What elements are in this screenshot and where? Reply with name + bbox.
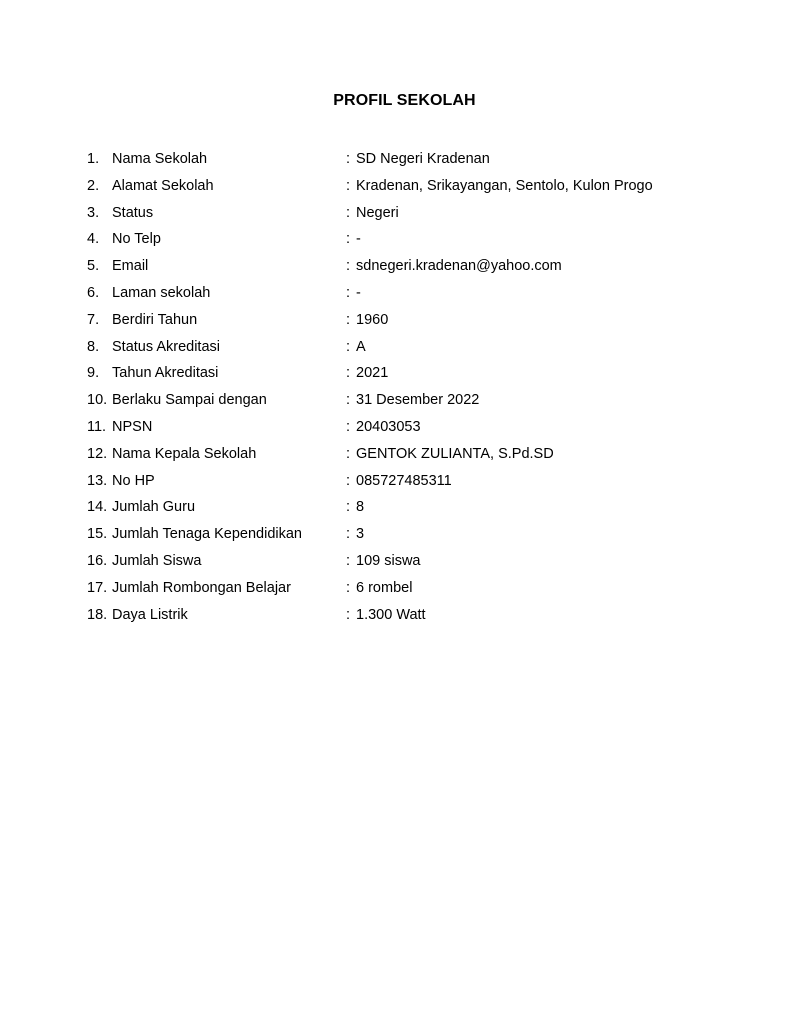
item-number: 14.: [87, 499, 108, 516]
list-item: [0, 176, 791, 203]
item-separator: :: [346, 499, 351, 516]
item-number: 7.: [87, 311, 100, 328]
item-label: Jumlah Siswa: [112, 552, 202, 569]
list-item: [0, 578, 791, 605]
item-value: Negeri: [356, 204, 399, 221]
list-item: [0, 229, 791, 256]
item-value: 20403053: [356, 418, 421, 435]
item-separator: :: [346, 526, 351, 543]
item-value: 1.300 Watt: [356, 606, 426, 623]
item-number: 10.: [87, 392, 108, 409]
list-item: [0, 256, 791, 283]
item-label: Berdiri Tahun: [112, 311, 198, 328]
item-label: No Telp: [112, 231, 161, 248]
item-number: 15.: [87, 526, 108, 543]
item-label: Alamat Sekolah: [112, 177, 214, 194]
item-number: 8.: [87, 338, 100, 355]
item-value: Kradenan, Srikayangan, Sentolo, Kulon Progo: [356, 177, 653, 194]
item-separator: :: [346, 418, 351, 435]
item-label: Berlaku Sampai dengan: [112, 392, 267, 409]
item-number: 11.: [87, 418, 107, 435]
item-separator: :: [346, 472, 351, 489]
item-value: 3: [356, 526, 365, 543]
list-item: [0, 310, 791, 337]
item-value: A: [356, 338, 366, 355]
item-label: No HP: [112, 472, 155, 489]
item-number: 3.: [87, 204, 100, 221]
list-item: [0, 417, 791, 444]
item-separator: :: [346, 365, 351, 382]
page-title: PROFIL SEKOLAH: [333, 92, 476, 109]
list-item: [0, 524, 791, 551]
item-separator: :: [346, 284, 351, 301]
list-item: [0, 444, 791, 471]
list-item: [0, 283, 791, 310]
item-separator: :: [346, 204, 351, 221]
item-value: 109 siswa: [356, 552, 421, 569]
item-separator: :: [346, 579, 351, 596]
list-item: [0, 337, 791, 364]
item-value: 1960: [356, 311, 389, 328]
item-number: 6.: [87, 284, 100, 301]
item-separator: :: [346, 151, 351, 167]
item-value: -: [356, 284, 361, 301]
item-number: 16.: [87, 552, 108, 569]
item-value: 085727485311: [356, 472, 452, 489]
item-number: 18.: [87, 606, 108, 623]
item-separator: :: [346, 552, 351, 569]
item-value: -: [356, 231, 361, 248]
item-number: 1.: [87, 151, 100, 167]
list-item: [0, 149, 791, 176]
item-value: SD Negeri Kradenan: [356, 151, 490, 167]
item-separator: :: [346, 392, 351, 409]
list-item: [0, 203, 791, 230]
item-number: 9.: [87, 365, 100, 382]
item-separator: :: [346, 177, 351, 194]
list-item: [0, 390, 791, 417]
item-label: Status: [112, 204, 154, 221]
item-separator: :: [346, 606, 351, 623]
item-value: GENTOK ZULIANTA, S.Pd.SD: [356, 445, 554, 462]
list-item: [0, 497, 791, 524]
item-label: Jumlah Guru: [112, 499, 196, 516]
item-separator: :: [346, 445, 351, 462]
item-number: 12.: [87, 445, 108, 462]
list-item: [0, 605, 791, 632]
item-label: Email: [112, 258, 149, 275]
item-label: Nama Kepala Sekolah: [112, 445, 257, 462]
item-value: sdnegeri.kradenan@yahoo.com: [356, 258, 562, 275]
item-separator: :: [346, 311, 351, 328]
item-number: 4.: [87, 231, 100, 248]
item-number: 5.: [87, 258, 100, 275]
list-item: [0, 363, 791, 390]
item-label: Status Akreditasi: [112, 338, 220, 355]
item-label: Tahun Akreditasi: [112, 365, 219, 382]
item-separator: :: [346, 258, 351, 275]
profile-list: [0, 149, 791, 631]
list-item: [0, 551, 791, 578]
item-separator: :: [346, 231, 351, 248]
item-number: 13.: [87, 472, 108, 489]
item-label: Laman sekolah: [112, 284, 211, 301]
item-value: 8: [356, 499, 365, 516]
item-separator: :: [346, 338, 351, 355]
item-value: 31 Desember 2022: [356, 392, 480, 409]
item-label: NPSN: [112, 418, 153, 435]
list-item: [0, 471, 791, 498]
item-value: 2021: [356, 365, 389, 382]
item-label: Jumlah Tenaga Kependidikan: [112, 526, 302, 543]
item-label: Nama Sekolah: [112, 151, 208, 167]
item-value: 6 rombel: [356, 579, 413, 596]
item-number: 17.: [87, 579, 108, 596]
item-label: Daya Listrik: [112, 606, 188, 623]
item-label: Jumlah Rombongan Belajar: [112, 579, 291, 596]
item-number: 2.: [87, 177, 100, 194]
